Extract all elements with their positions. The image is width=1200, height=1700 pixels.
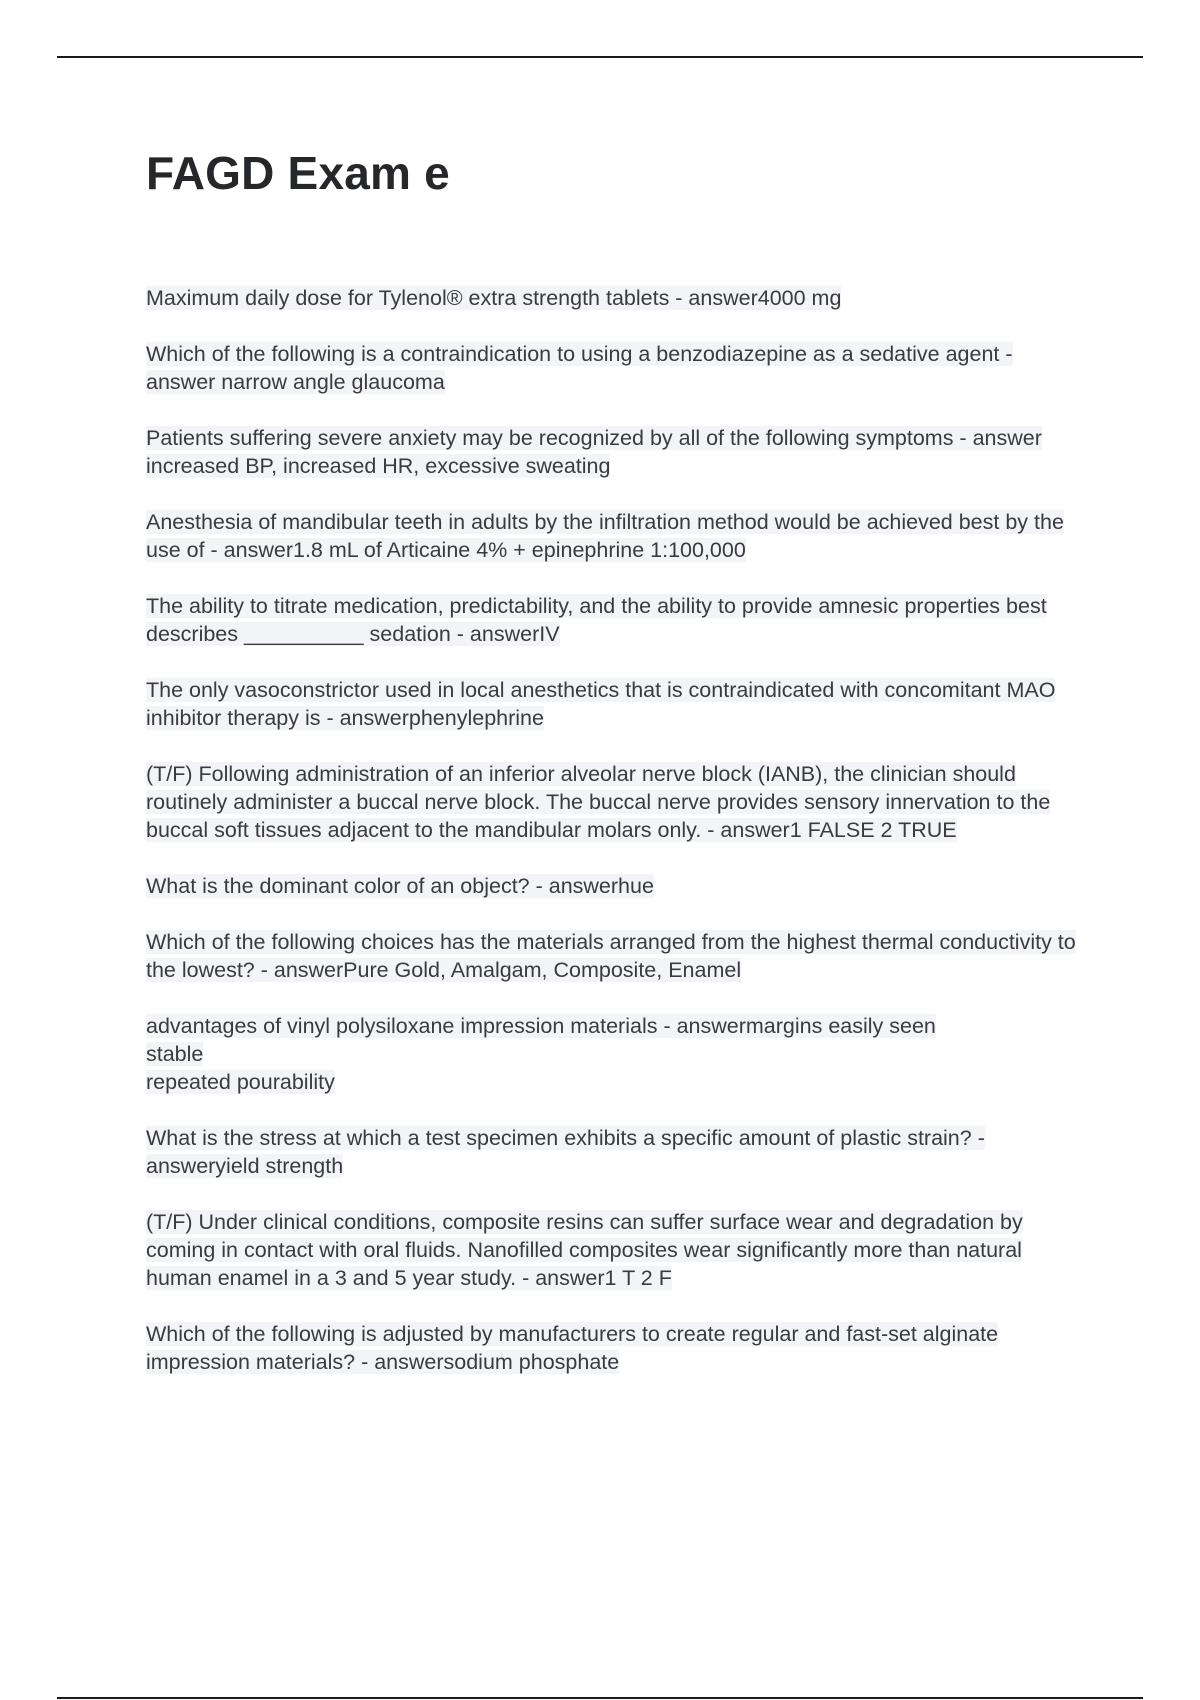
page-title: FAGD Exam e bbox=[146, 147, 450, 199]
qa-text: What is the dominant color of an object? - answerhue bbox=[146, 874, 654, 898]
qa-item bbox=[146, 1124, 1086, 1180]
qa-text: Which of the following choices has the materials arranged from the highest thermal conductivity to the lowest? - answerPure Gold, Amalgam, Composite, Enamel bbox=[146, 930, 1076, 982]
qa-item bbox=[146, 760, 1086, 844]
qa-item bbox=[146, 928, 1086, 984]
top-divider bbox=[57, 56, 1143, 58]
qa-item bbox=[146, 592, 1086, 648]
question-answer-list bbox=[146, 284, 1086, 1404]
qa-item bbox=[146, 424, 1086, 480]
bottom-divider bbox=[57, 1697, 1143, 1699]
qa-text: Maximum daily dose for Tylenol® extra strength tablets - answer4000 mg bbox=[146, 286, 842, 310]
qa-text: The ability to titrate medication, predictability, and the ability to provide amnesic properties best describes __________ sedation - answerIV bbox=[146, 594, 1047, 646]
qa-text: Which of the following is adjusted by manufacturers to create regular and fast-set alginate impression materials? - answersodium phosphate bbox=[146, 1322, 999, 1374]
qa-text: (T/F) Under clinical conditions, composite resins can suffer surface wear and degradation by coming in contact with oral fluids. Nanofilled composites wear significantly more than natural human enamel in a 3 and 5 year study. - answer1 T 2 F bbox=[146, 1210, 1023, 1290]
qa-item bbox=[146, 284, 1086, 312]
qa-text: Which of the following is a contraindication to using a benzodiazepine as a sedative agent - answer narrow angle glaucoma bbox=[146, 342, 1013, 394]
qa-item bbox=[146, 1208, 1086, 1292]
qa-item bbox=[146, 676, 1086, 732]
qa-text: advantages of vinyl polysiloxane impression materials - answermargins easily seen stable repeated pourability bbox=[146, 1014, 936, 1094]
qa-text: What is the stress at which a test specimen exhibits a specific amount of plastic strain? - answeryield strength bbox=[146, 1126, 985, 1178]
qa-text: Patients suffering severe anxiety may be recognized by all of the following symptoms - answer increased BP, increased HR, excessive sweating bbox=[146, 426, 1042, 478]
qa-item bbox=[146, 1012, 1086, 1096]
qa-item bbox=[146, 872, 1086, 900]
qa-text: The only vasoconstrictor used in local anesthetics that is contraindicated with concomitant MAO inhibitor therapy is - answerphenylephrine bbox=[146, 678, 1056, 730]
qa-text: (T/F) Following administration of an inferior alveolar nerve block (IANB), the clinician should routinely administer a buccal nerve block. The buccal nerve provides sensory innervation to the buccal soft tissues adjacent to the mandibular molars only. - answer1 FALSE 2 TRUE bbox=[146, 762, 1051, 842]
qa-item bbox=[146, 1320, 1086, 1376]
qa-item bbox=[146, 340, 1086, 396]
qa-text: Anesthesia of mandibular teeth in adults by the infiltration method would be achieved best by the use of - answer1.8 mL of Articaine 4% + epinephrine 1:100,000 bbox=[146, 510, 1064, 562]
qa-item bbox=[146, 508, 1086, 564]
